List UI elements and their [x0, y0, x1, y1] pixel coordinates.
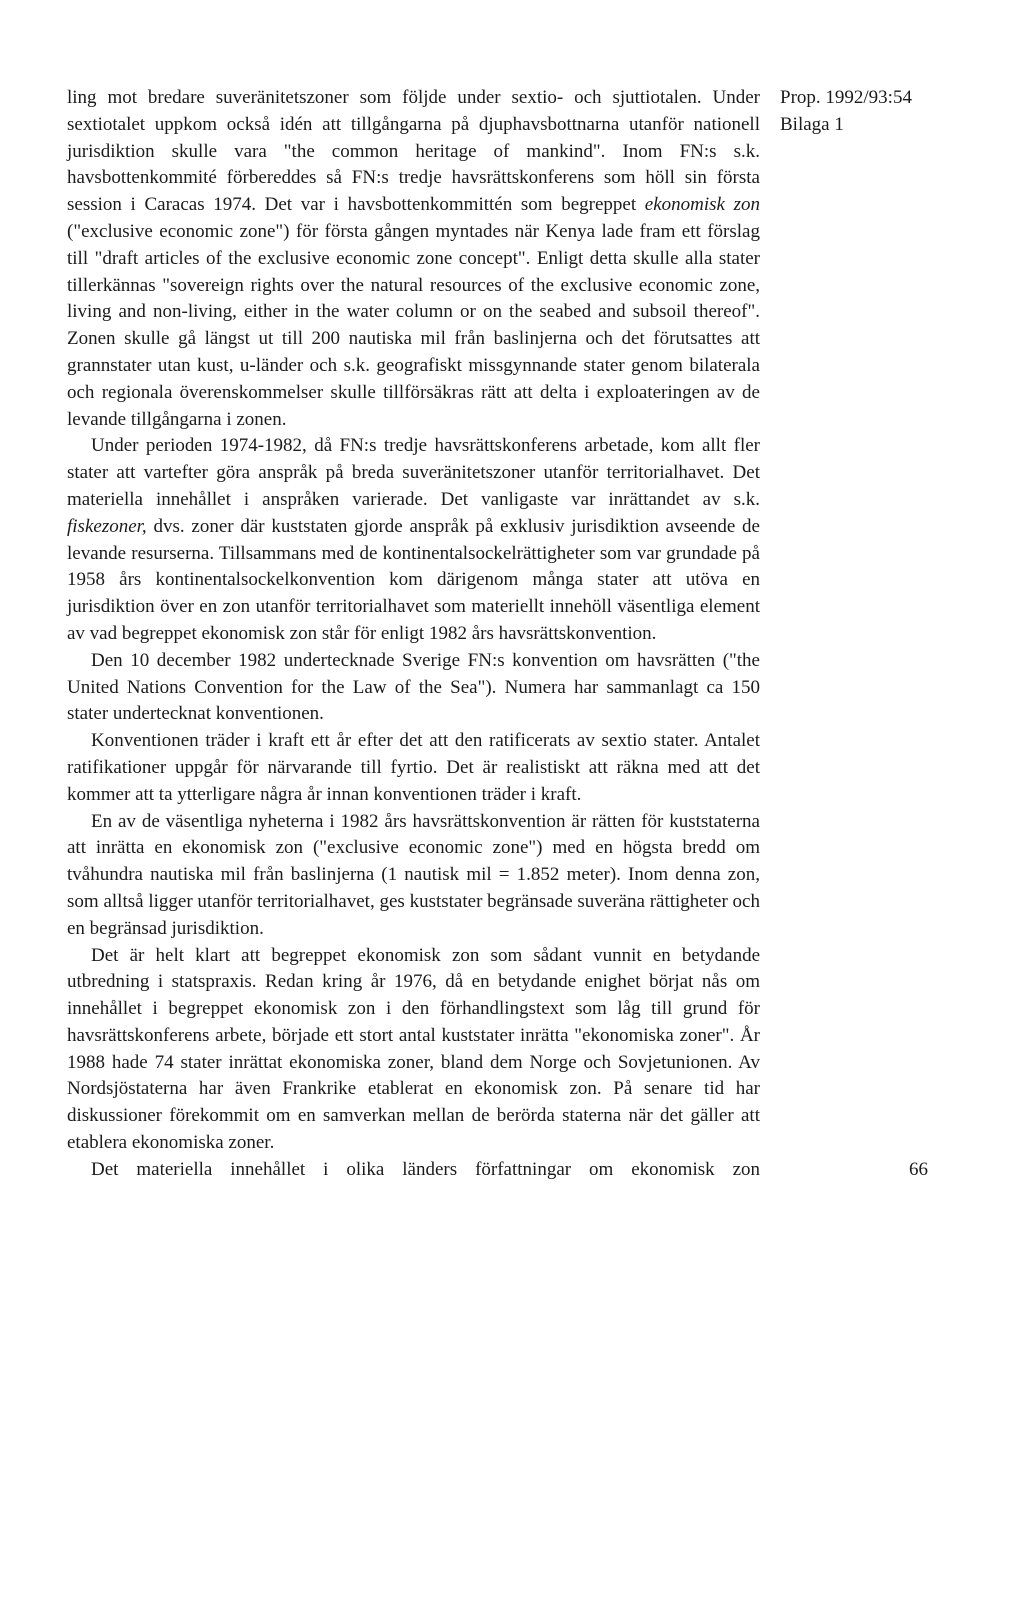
body-text	[67, 85, 760, 1184]
margin-reference	[780, 84, 912, 138]
paragraph-5	[67, 809, 760, 943]
paragraph-7	[67, 1157, 760, 1184]
appendix-label: Bilaga 1	[780, 114, 844, 135]
paragraph-text: Konventionen träder i kraft ett år efter det att den ratificerats av sextio stater. Antalet ratifikationer uppgår för närvarande till fyrtio. Det är realistiskt att räkna med att det kommer att ta ytterligare några år innan konventionen träder i kraft.	[67, 730, 760, 805]
paragraph-4	[67, 728, 760, 808]
italic-term-ekonomisk-zon: ekonomisk zon	[644, 194, 761, 216]
page-number: 66	[909, 1159, 928, 1180]
paragraph-text: Den 10 december 1982 undertecknade Sverige FN:s konvention om havsrätten ("the United Nations Convention for the Law of the Sea"). Numera har sammanlagt ca 150 stater undertecknat konventionen.	[67, 649, 760, 725]
paragraph-1	[67, 85, 760, 433]
italic-term-fiskezoner: fiskezoner,	[67, 515, 147, 537]
paragraph-text: Det är helt klart att begreppet ekonomisk zon som sådant vunnit en betydande utbredning i statspraxis. Redan kring år 1976, då en betydande enighet börjat nås om innehållet i begreppet ekonomisk zon i den förhandlingstext som låg till grund för havsrättskonferens arbete, började ett stort antal kuststater inrätta "ekonomiska zoner". År 1988 hade 74 stater inrättat ekonomiska zoner, bland dem Norge och Sovjetunionen. Av Nordsjöstaterna har även Frankrike etablerat en ekonomisk zon. På senare tid har diskussioner förekommit om en samverkan mellan de berörda staterna när det gäller att etablera ekonomiska zoner.	[67, 944, 760, 1154]
proposition-number: Prop. 1992/93:54	[780, 87, 912, 108]
paragraph-text: ling mot bredare suveränitetszoner som följde under sextio- och sjuttiotalen. Under sextiotalet uppkom också idén att tillgångarna på djuphavsbottnarna utanför nationell jurisdiktion skulle vara "the common heritage of mankind". Inom FN:s s.k. havsbottenkommité förbereddes så FN:s tredje havsrättskonferens som höll sin första session i Caracas 1974. Det var i havsbottenkommittén som begreppet	[67, 87, 760, 216]
paragraph-2	[67, 433, 760, 647]
paragraph-3	[67, 648, 760, 728]
paragraph-text: Det materiella innehållet i olika länders författningar om ekonomisk zon	[91, 1158, 760, 1180]
paragraph-6	[67, 943, 760, 1157]
paragraph-text: ("exclusive economic zone") för första gången myntades när Kenya lade fram ett förslag till "draft articles of the exclusive economic zone concept". Enligt detta skulle alla stater tillerkännas "sovereign rights over the natural resources of the exclusive economic zone, living and non-living, either in the water column or on the seabed and subsoil thereof". Zonen skulle gå längst ut till 200 nautiska mil från baslinjerna och det förutsattes att grannstater utan kust, u-länder och s.k. geografiskt missgynnande stater genom bilaterala och regionala överenskommelser skulle tillförsäkras rätt att delta i exploateringen av de levande tillgångarna i zonen.	[67, 220, 760, 430]
paragraph-text: En av de väsentliga nyheterna i 1982 års havsrättskonvention är rätten för kuststaterna att inrätta en ekonomisk zon ("exclusive economic zone") med en högsta bredd om tvåhundra nautiska mil från baslinjerna (1 nautisk mil = 1.852 meter). Inom denna zon, som alltså ligger utanför territorialhavet, ges kuststater begränsade suveräna rättigheter och en begränsad jurisdiktion.	[67, 810, 760, 939]
paragraph-text: Under perioden 1974-1982, då FN:s tredje havsrättskonferens arbetade, kom allt fler stater att vartefter göra anspråk på breda suveränitetszoner utanför territorialhavet. Det materiella innehållet i anspråken varierade. Det vanligaste var inrättandet av s.k.	[67, 435, 760, 510]
paragraph-text: dvs. zoner där kuststaten gjorde anspråk på exklusiv jurisdiktion avseende de levande resurserna. Tillsammans med de kontinentalsockelrättigheter som var grundade på 1958 års kontinentalsockelkonvention kom därigenom många stater att utöva en jurisdiktion över en zon utanför territorialhavet som materiellt innehöll väsentliga element av vad begreppet ekonomisk zon står för enligt 1982 års havsrättskonvention.	[67, 515, 760, 644]
